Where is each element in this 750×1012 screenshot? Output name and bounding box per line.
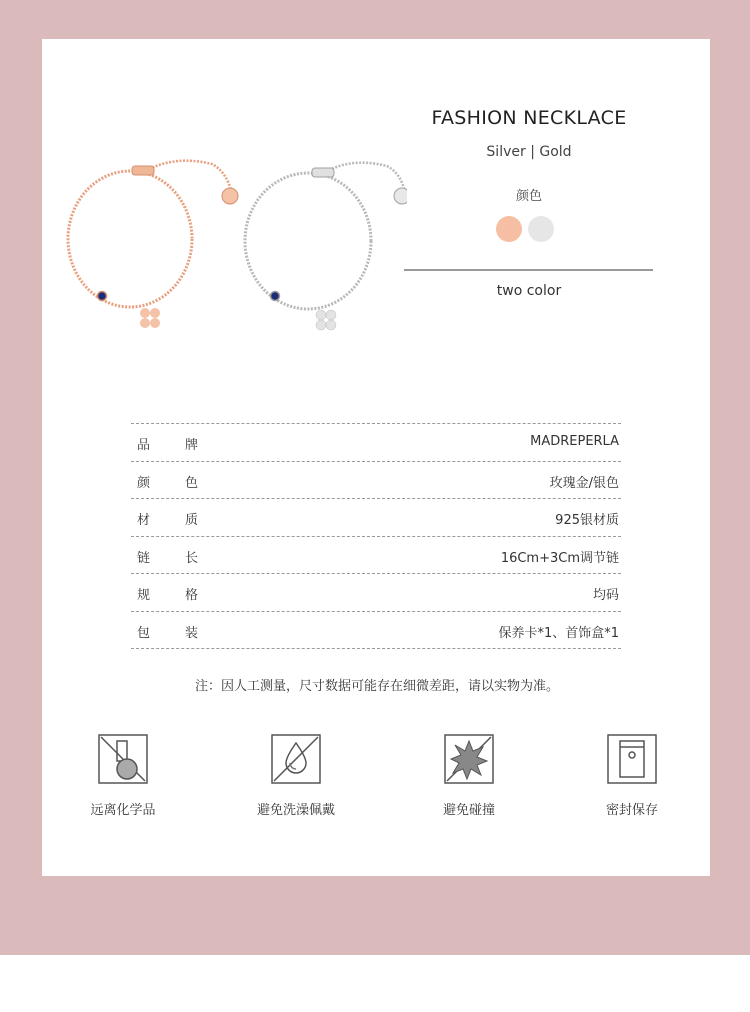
spec-value: 玫瑰金/银色 [549,475,619,491]
color-label: 颜色 [515,189,542,204]
spec-table [131,423,621,649]
spec-key: 材质 [137,513,234,528]
care-label: 密封保存 [605,803,658,818]
measurement-note: 注：因人工测量，尺寸数据可能存在细微差距，请以实物为准。 [194,679,559,694]
content-card [42,39,710,876]
care-item [567,733,697,818]
spec-value: 保养卡*1、首饰盒*1 [498,625,619,641]
spec-row [131,423,621,461]
spec-key: 品牌 [137,438,234,453]
spec-value: 925银材质 [555,513,619,528]
spec-value: 16Cm+3Cm调节链 [500,550,619,566]
silver-bracelet [245,163,407,330]
no-chemicals-icon [97,733,149,785]
spec-row [131,536,621,574]
product-image [62,144,407,384]
sealed-storage-icon [606,733,658,785]
spec-key: 包装 [137,625,234,641]
two-color-caption: two color [496,283,562,299]
no-impact-icon [443,733,495,785]
spec-row [131,498,621,536]
care-item [58,733,188,818]
swatch-silver[interactable] [528,216,554,242]
care-label: 避免碰撞 [442,803,495,818]
bottom-strip [0,955,750,1012]
product-subtitle: Silver | Gold [486,144,572,160]
spec-value: 均码 [592,588,619,603]
spec-row [131,573,621,611]
spec-row [131,611,621,650]
care-label: 避免洗澡佩戴 [256,803,335,818]
spec-key: 颜色 [137,475,234,491]
rose-gold-bracelet [68,161,238,328]
product-title: FASHION NECKLACE [431,107,627,129]
swatch-rose-gold[interactable] [496,216,522,242]
care-item [231,733,361,818]
divider [404,269,653,271]
spec-row [131,461,621,499]
spec-key: 规格 [137,588,234,603]
care-label: 远离化学品 [90,803,156,818]
spec-value: MADREPERLA [530,434,619,449]
no-water-icon [270,733,322,785]
color-swatches [496,216,556,244]
spec-key: 链长 [137,550,234,566]
care-item [404,733,534,818]
